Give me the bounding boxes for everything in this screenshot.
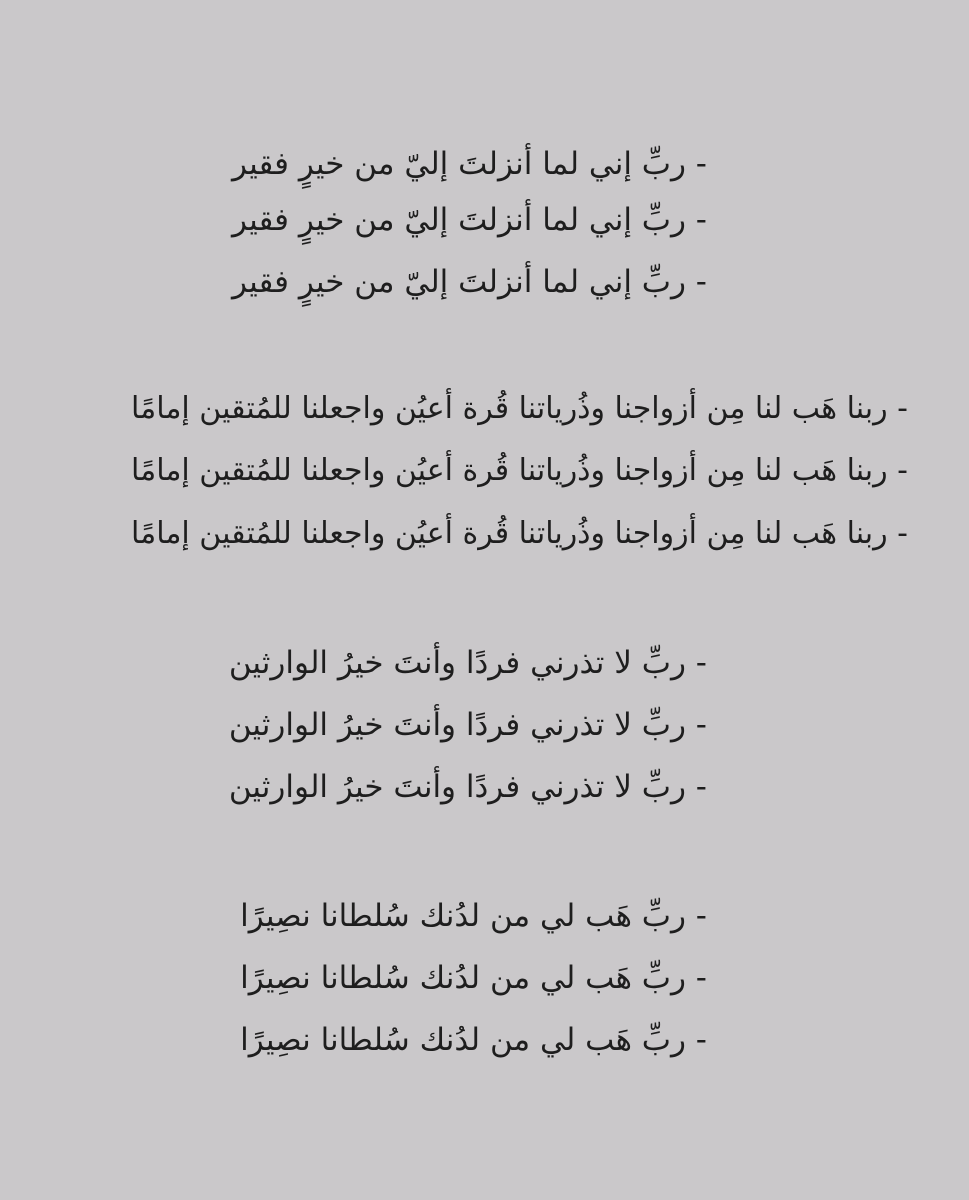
dua-4-line-3: - ربِّ هَب لي من لدُنك سُلطانا نصِيرًا [240, 1022, 707, 1058]
dua-4-line-1: - ربِّ هَب لي من لدُنك سُلطانا نصِيرًا [240, 898, 707, 934]
dua-4-line-2: - ربِّ هَب لي من لدُنك سُلطانا نصِيرًا [240, 960, 707, 996]
dua-1-line-1: - ربِّ إني لما أنزلتَ إليّ من خيرٍ فقير [232, 146, 707, 182]
dua-2-line-2: - ربنا هَب لنا مِن أزواجنا وذُرياتنا قُرة أعيُن واجعلنا للمُتقين إمامًا [130, 453, 908, 488]
dua-1-line-3: - ربِّ إني لما أنزلتَ إليّ من خيرٍ فقير [232, 264, 707, 300]
dua-3-line-3: - ربِّ لا تذرني فردًا وأنتَ خيرُ الوارثين [228, 769, 707, 805]
dua-3-line-1: - ربِّ لا تذرني فردًا وأنتَ خيرُ الوارثين [228, 645, 707, 681]
dua-2-line-1: - ربنا هَب لنا مِن أزواجنا وذُرياتنا قُرة أعيُن واجعلنا للمُتقين إمامًا [130, 391, 908, 426]
dua-2-line-3: - ربنا هَب لنا مِن أزواجنا وذُرياتنا قُرة أعيُن واجعلنا للمُتقين إمامًا [130, 516, 908, 551]
dua-3-line-2: - ربِّ لا تذرني فردًا وأنتَ خيرُ الوارثين [228, 707, 707, 743]
dua-1-line-2: - ربِّ إني لما أنزلتَ إليّ من خيرٍ فقير [232, 202, 707, 238]
